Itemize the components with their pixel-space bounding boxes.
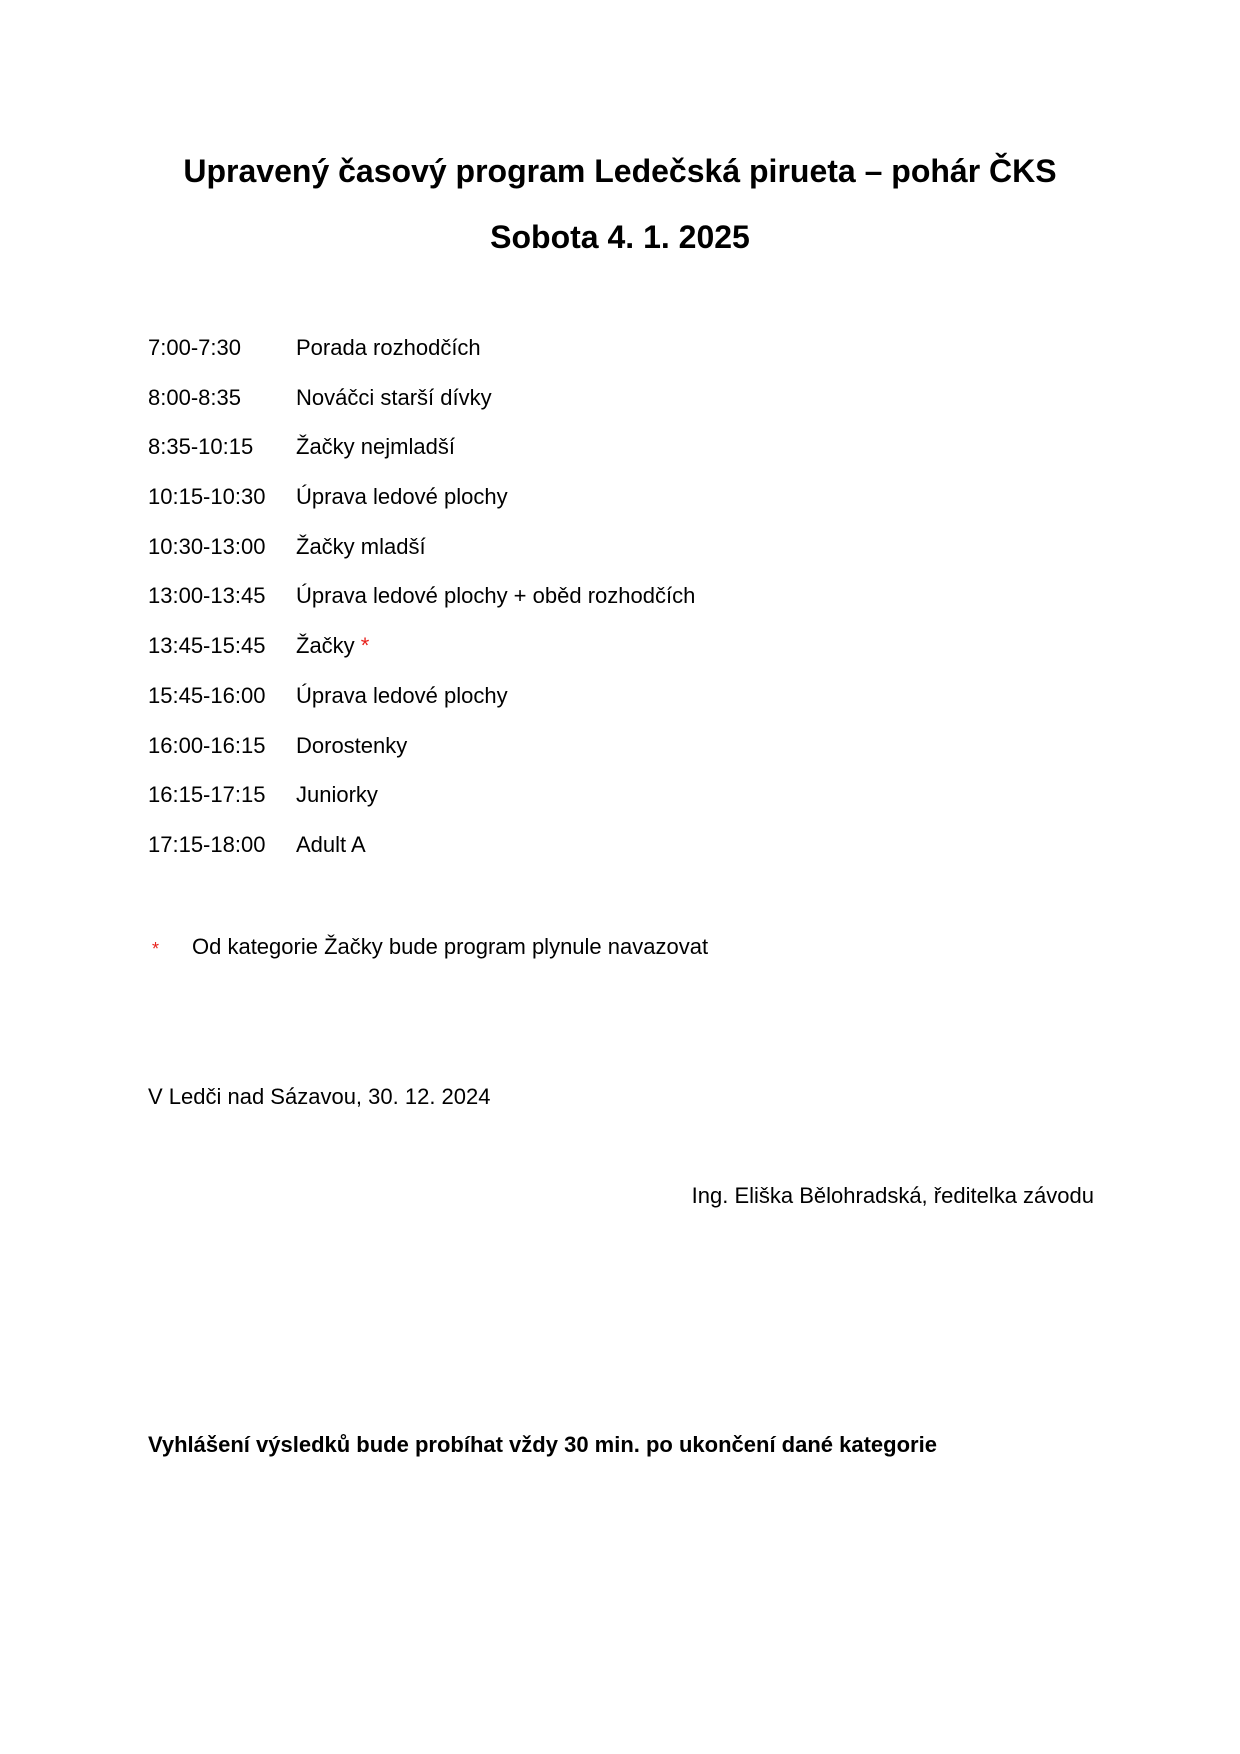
schedule-footnote [152,932,708,964]
schedule-time: 15:45-16:00 [148,682,266,708]
asterisk-marker-icon: * [360,633,370,659]
schedule-event: Žačky [296,633,355,659]
schedule-time: 16:15-17:15 [148,782,266,808]
schedule-event: Úprava ledové plochy + oběd rozhodčích [296,583,696,609]
schedule-time: 7:00-7:30 [148,335,241,360]
place-and-date: V Ledči nad Sázavou, 30. 12. 2024 [148,1084,491,1109]
schedule-event: Adult A [296,831,366,857]
page-title: Upravený časový program Ledečská pirueta – pohár ČKS [183,153,1057,189]
schedule-time: 16:00-16:15 [148,732,266,758]
schedule-time: 10:30-13:00 [148,533,266,559]
schedule-event: Úprava ledové plochy [296,484,508,510]
schedule-row [148,830,695,880]
schedule-event: Žačky nejmladší [296,434,455,460]
schedule-row [148,780,695,830]
schedule-event: Úprava ledové plochy [296,682,508,708]
results-announcement-note: Vyhlášení výsledků bude probíhat vždy 30 min. po ukončení dané kategorie [148,1432,937,1457]
schedule-event: Juniorky [296,782,378,808]
schedule-row [148,532,695,582]
schedule-time: 8:00-8:35 [148,384,241,410]
schedule-time: 10:15-10:30 [148,484,266,510]
footnote-text: Od kategorie Žačky bude program plynule navazovat [192,934,709,959]
schedule-row [148,482,695,532]
asterisk-marker-icon: * [152,939,160,959]
schedule-row [148,383,695,433]
schedule-event: Nováčci starší dívky [296,384,492,410]
schedule-time: 8:35-10:15 [148,434,254,460]
schedule-row [148,333,695,383]
signature-line: Ing. Eliška Bělohradská, ředitelka závodu [691,1183,1094,1208]
schedule-event: Porada rozhodčích [296,335,481,360]
schedule-event: Dorostenky [296,732,408,758]
schedule-row [148,731,695,781]
schedule-list [148,333,695,880]
schedule-time: 17:15-18:00 [148,831,266,857]
schedule-row [148,581,695,631]
schedule-event: Žačky mladší [296,533,426,559]
schedule-time: 13:45-15:45 [148,633,266,659]
schedule-row [148,681,695,731]
schedule-row [148,631,695,681]
page-subtitle-date: Sobota 4. 1. 2025 [490,219,750,255]
schedule-time: 13:00-13:45 [148,583,266,609]
schedule-row [148,432,695,482]
